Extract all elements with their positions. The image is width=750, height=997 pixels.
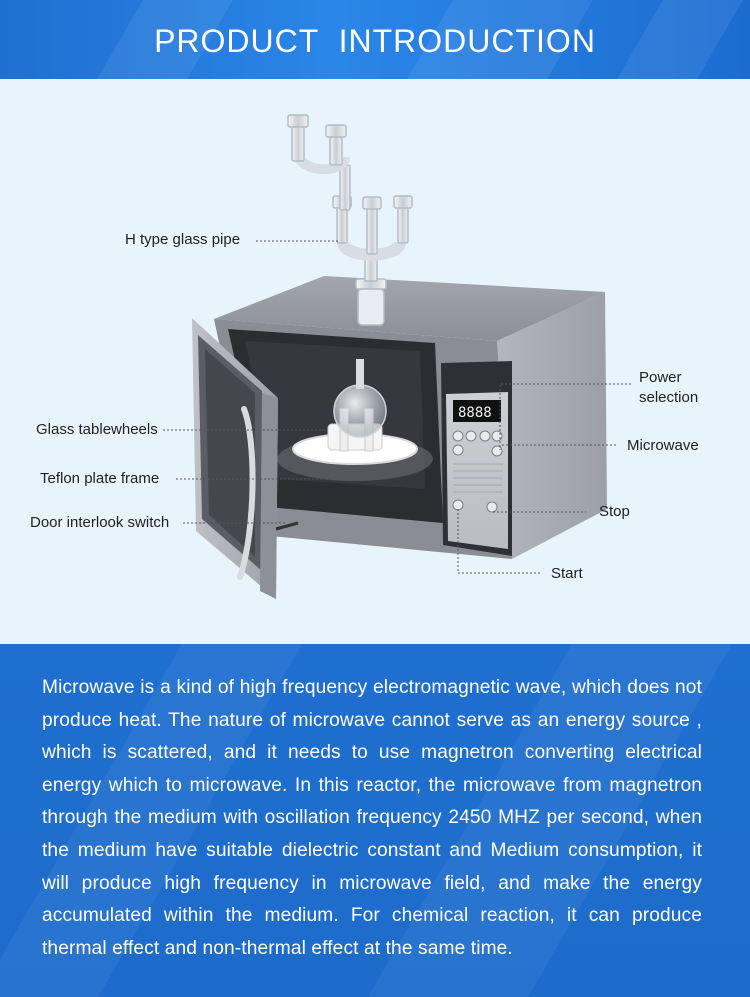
flask-icon: [334, 385, 386, 437]
svg-text:8888: 8888: [458, 405, 492, 421]
microwave-reactor-illustration: [0, 79, 750, 644]
start-button: [453, 500, 463, 510]
title-banner: [0, 0, 750, 79]
key-button: [453, 431, 463, 441]
callout-start: Start: [551, 565, 583, 582]
product-figure: [0, 79, 750, 644]
callout-microwave: Microwave: [627, 437, 699, 454]
callout-power-selection-line1: Power: [639, 369, 682, 386]
callout-teflon-plate-frame: Teflon plate frame: [40, 470, 160, 487]
callout-h-type-glass-pipe: H type glass pipe: [125, 231, 241, 248]
description-text: Microwave is a kind of high frequency electromagnetic wave, which does not produce heat. The nature of microwave cannot serve as an energy source , which is scattered, and it needs to use magnetron converting electrical energy which to microwave. In this reactor, the microwave from magnetron through the medium with oscillation frequency 2450 MHZ per second, when the medium have suitable dielectric constant and Medium consumption, it will produce high frequency in microwave field, and make the energy accumulated within the medium. For chemical reaction, it can produce thermal effect and non-thermal effect at the same time.: [42, 677, 702, 959]
callout-glass-tablewheels: Glass tablewheels: [36, 421, 158, 438]
page-title: PRODUCT INTRODUCTION: [154, 23, 596, 59]
callout-power-selection-line2: selection: [639, 389, 699, 406]
microwave-button: [492, 446, 502, 456]
description-section: [0, 644, 750, 997]
callout-stop: Stop: [599, 503, 630, 520]
stop-button: [487, 502, 497, 512]
callout-door-interlock-switch: Door interlook switch: [30, 514, 170, 531]
